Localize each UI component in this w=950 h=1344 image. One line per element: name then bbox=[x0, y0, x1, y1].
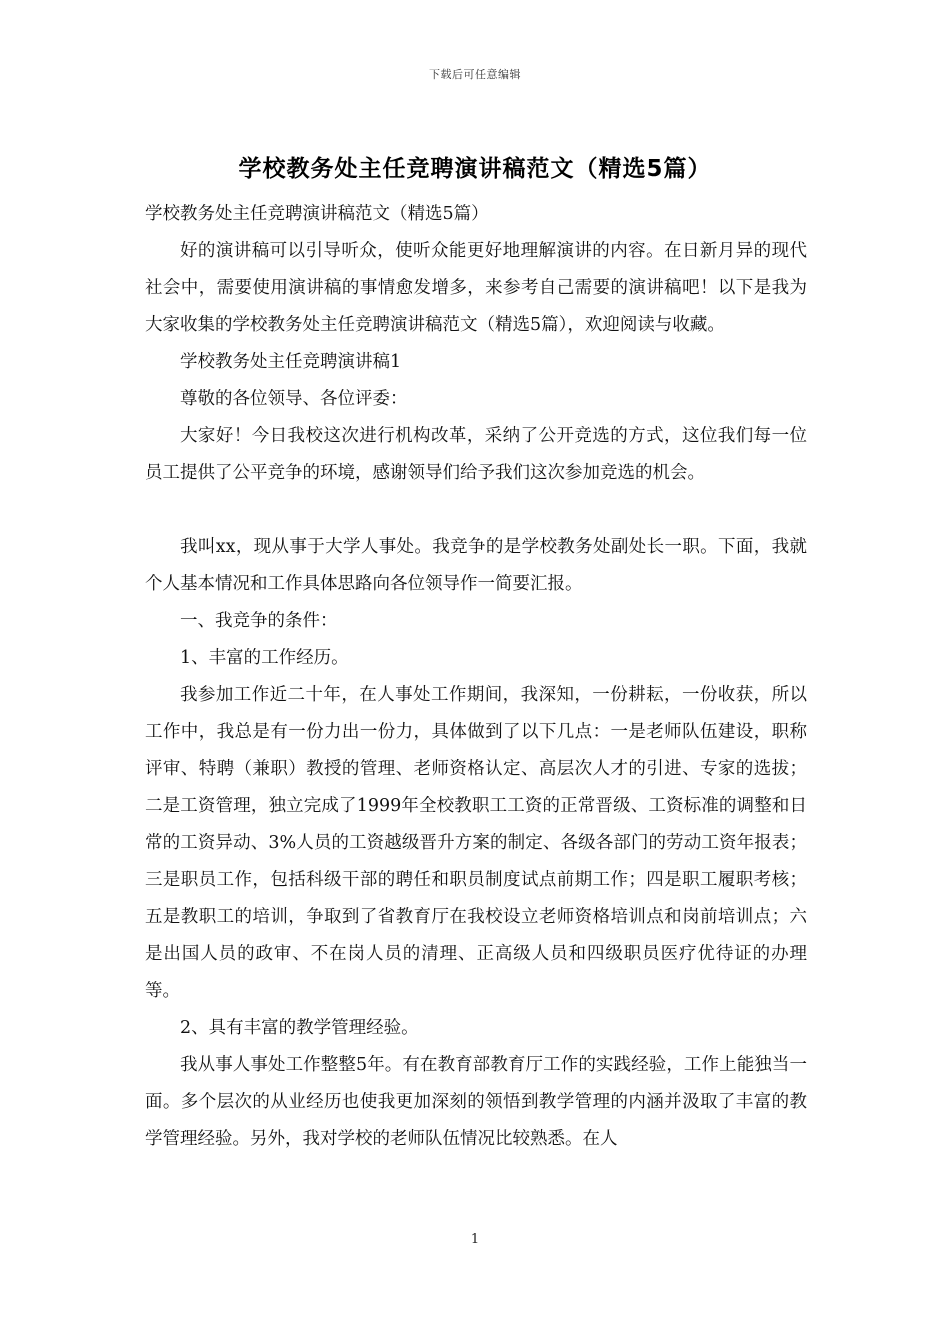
header-note: 下载后可任意编辑 bbox=[429, 68, 521, 81]
intro-paragraph: 好的演讲稿可以引导听众，使听众能更好地理解演讲的内容。在日新月异的现代社会中，需要使用演讲稿的事情愈发增多，来参考自己需要的演讲稿吧！以下是我为大家收集的学校教务处主任竞聘演讲稿范文（精选5篇），欢迎阅读与收藏。 bbox=[145, 241, 807, 335]
self-intro-paragraph: 我叫xx，现从事于大学人事处。我竞争的是学校教务处副处长一职。下面，我就个人基本情况和工作具体思路向各位领导作一简要汇报。 bbox=[145, 537, 807, 594]
experience-paragraph: 我参加工作近二十年，在人事处工作期间，我深知，一份耕耘，一份收获，所以工作中，我总是有一份力出一份力，具体做到了以下几点：一是老师队伍建设，职称评审、特聘（兼职）教授的管理、老师资格认定、高层次人才的引进、专家的选拔；二是工资管理，独立完成了1999年全校教职工工资的正常晋级、工资标准的调整和日常的工资异动、3%人员的工资越级晋升方案的制定、各级各部门的劳动工资年报表；三是职员工作，包括科级干部的聘任和职员制度试点前期工作；四是职工履职考核；五是教职工的培训，争取到了省教育厅在我校设立老师资格培训点和岗前培训点；六是出国人员的政审、不在岗人员的清理、正高级人员和四级职员医疗优待证的办理等。 bbox=[145, 685, 807, 1001]
subtitle-paragraph: 学校教务处主任竞聘演讲稿范文（精选5篇） bbox=[145, 204, 489, 224]
document-title: 学校教务处主任竞聘演讲稿范文（精选5篇） bbox=[238, 156, 712, 182]
list-item-heading: 1、丰富的工作经历。 bbox=[180, 648, 349, 668]
list-heading: 一、我竞争的条件： bbox=[180, 611, 338, 631]
section-heading: 学校教务处主任竞聘演讲稿1 bbox=[180, 352, 402, 372]
document-body bbox=[145, 196, 807, 1158]
greeting-paragraph: 大家好！今日我校这次进行机构改革，采纳了公开竞选的方式，这位我们每一位员工提供了公平竞争的环境，感谢领导们给予我们这次参加竞选的机会。 bbox=[145, 426, 807, 483]
blank-line bbox=[145, 492, 807, 529]
management-paragraph: 我从事人事处工作整整5年。有在教育部教育厅工作的实践经验，工作上能独当一面。多个层次的从业经历也使我更加深刻的领悟到教学管理的内涵并汲取了丰富的教学管理经验。另外，我对学校的老师队伍情况比较熟悉。在人 bbox=[145, 1055, 807, 1149]
salutation-paragraph: 尊敬的各位领导、各位评委： bbox=[180, 389, 408, 409]
list-item-heading: 2、具有丰富的教学管理经验。 bbox=[180, 1018, 419, 1038]
page-number: 1 bbox=[470, 1232, 480, 1247]
